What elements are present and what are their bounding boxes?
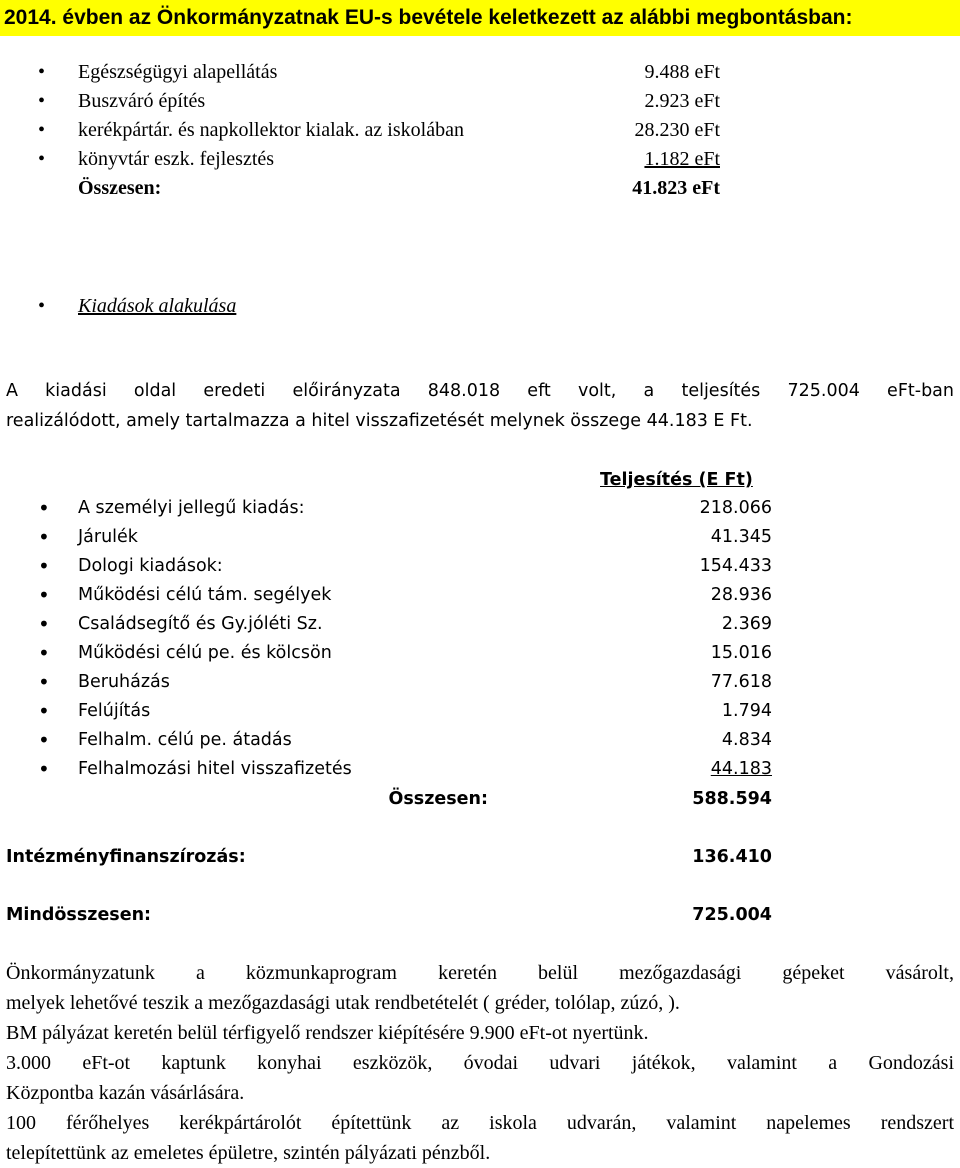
row-label: Működési célú pe. és kölcsön xyxy=(78,643,332,663)
bullet-icon: • xyxy=(38,119,46,141)
paragraph-line: telepítettünk az emeletes épületre, szintén pályázati pénzből. xyxy=(6,1142,491,1164)
bullet-icon: • xyxy=(38,90,46,112)
table-row xyxy=(0,581,960,609)
list-item xyxy=(0,116,960,144)
row-value: 41.345 xyxy=(710,527,772,547)
bullet-icon: • xyxy=(38,670,50,694)
bullet-icon: • xyxy=(38,295,46,317)
row-label: Felhalm. célú pe. átadás xyxy=(78,730,292,750)
bullet-icon: • xyxy=(38,148,46,170)
eu-income-total xyxy=(0,174,960,202)
table-row xyxy=(0,639,960,667)
paragraph-line: 100 férőhelyes kerékpártárolót építettünk az iskola udvarán, valamint napelemes rendszert xyxy=(6,1112,954,1134)
table-row xyxy=(0,552,960,580)
list-item xyxy=(0,58,960,86)
bullet-icon: • xyxy=(38,699,50,723)
total-value: 41.823 eFt xyxy=(632,177,720,199)
paragraph-line: realizálódott, amely tartalmazza a hitel visszafizetését melynek összege 44.183 E Ft. xyxy=(6,411,753,431)
row-label: Intézményfinanszírozás: xyxy=(6,847,246,867)
expenses-heading xyxy=(0,292,960,320)
bullet-icon: • xyxy=(38,525,50,549)
page-title: 2014. évben az Önkormányzatnak EU-s bevétele keletkezett az alábbi megbontásban: xyxy=(0,0,960,36)
paragraph-line: A kiadási oldal eredeti előirányzata 848.018 eft volt, a teljesítés 725.004 eFt-ban xyxy=(6,381,954,401)
row-label: Működési célú tám. segélyek xyxy=(78,585,332,605)
list-item-label: kerékpártár. és napkollektor kialak. az iskolában xyxy=(78,119,464,141)
row-label: Felhalmozási hitel visszafizetés xyxy=(78,759,352,779)
row-value: 2.369 xyxy=(721,614,772,634)
table-row xyxy=(0,610,960,638)
grand-total-row xyxy=(0,901,960,929)
bullet-icon: • xyxy=(38,612,50,636)
closing-paragraphs xyxy=(6,958,954,1168)
row-label: Járulék xyxy=(78,527,138,547)
row-label: Beruházás xyxy=(78,672,170,692)
expenses-total xyxy=(0,785,960,813)
list-item-label: Buszváró építés xyxy=(78,90,206,112)
row-value: 28.936 xyxy=(710,585,772,605)
row-label: Dologi kiadások: xyxy=(78,556,223,576)
table-row xyxy=(0,668,960,696)
bullet-icon: • xyxy=(38,728,50,752)
total-value: 588.594 xyxy=(692,789,772,809)
paragraph-line: melyek lehetővé teszik a mezőgazdasági utak rendbetételét ( gréder, tolólap, zúzó, ). xyxy=(6,992,680,1014)
institution-financing-row xyxy=(0,843,960,871)
list-item-label: könyvtár eszk. fejlesztés xyxy=(78,148,275,170)
total-label: Összesen: xyxy=(388,789,488,809)
paragraph-line: BM pályázat keretén belül térfigyelő rendszer kiépítésére 9.900 eFt-ot nyertünk. xyxy=(6,1022,649,1044)
row-value: 77.618 xyxy=(710,672,772,692)
row-label: Mindösszesen: xyxy=(6,905,152,925)
row-label: Családsegítő és Gy.jóléti Sz. xyxy=(78,614,323,634)
row-value: 44.183 xyxy=(710,759,772,779)
bullet-icon: • xyxy=(38,61,46,83)
table-row xyxy=(0,523,960,551)
table-row xyxy=(0,755,960,783)
list-item xyxy=(0,145,960,173)
bullet-icon: • xyxy=(38,583,50,607)
list-item xyxy=(0,87,960,115)
table-row xyxy=(0,697,960,725)
paragraph-line: Önkormányzatunk a közmunkaprogram keretén belül mezőgazdasági gépeket vásárolt, xyxy=(6,962,954,984)
row-value: 725.004 xyxy=(692,905,772,925)
row-value: 218.066 xyxy=(699,498,772,518)
bullet-icon: • xyxy=(38,757,50,781)
row-label: A személyi jellegű kiadás: xyxy=(78,498,305,518)
table-row xyxy=(0,726,960,754)
table-row xyxy=(0,494,960,522)
section-heading: Kiadások alakulása xyxy=(78,295,237,317)
row-value: 136.410 xyxy=(692,847,772,867)
list-item-label: Egészségügyi alapellátás xyxy=(78,61,278,83)
bullet-icon: • xyxy=(38,641,50,665)
list-item-value: 2.923 eFt xyxy=(644,90,720,112)
column-header: Teljesítés (E Ft) xyxy=(600,470,753,490)
list-item-value: 28.230 eFt xyxy=(634,119,720,141)
total-label: Összesen: xyxy=(78,177,162,199)
bullet-icon: • xyxy=(38,554,50,578)
row-label: Felújítás xyxy=(78,701,151,721)
row-value: 154.433 xyxy=(699,556,772,576)
bullet-icon: • xyxy=(38,496,50,520)
row-value: 4.834 xyxy=(721,730,772,750)
list-item-value: 1.182 eFt xyxy=(644,148,720,170)
expenses-description xyxy=(6,376,954,436)
paragraph-line: Központba kazán vásárlására. xyxy=(6,1082,245,1104)
row-value: 1.794 xyxy=(721,701,772,721)
row-value: 15.016 xyxy=(710,643,772,663)
paragraph-line: 3.000 eFt-ot kaptunk konyhai eszközök, óvodai udvari játékok, valamint a Gondozási xyxy=(6,1052,954,1074)
list-item-value: 9.488 eFt xyxy=(644,61,720,83)
